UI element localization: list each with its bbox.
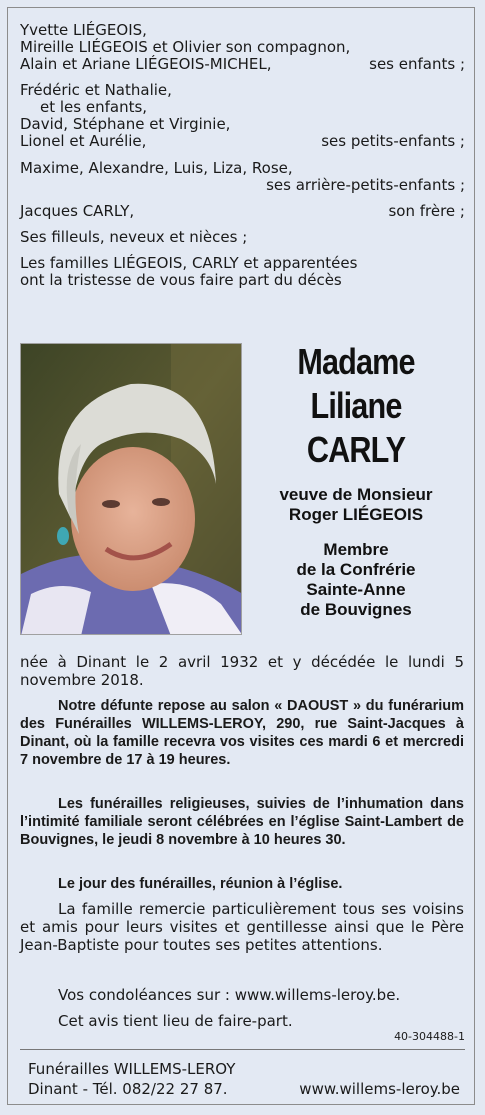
family-name: Les familles LIÉGEOIS, CARLY et apparentées [20,254,358,272]
family-line [20,133,465,149]
family-name: et les enfants, [40,98,148,116]
funeral-company: Funérailles WILLEMS-LEROY [28,1060,236,1078]
title-madame: Madame [297,341,415,382]
meeting-info: Le jour des funérailles, réunion à l’église. [58,876,343,892]
notice-text: Cet avis tient lieu de faire-part. [58,1012,293,1030]
family-name: Alain et Ariane LIÉGEOIS-MICHEL, [20,55,272,73]
family-name: Yvette LIÉGEOIS, [20,21,147,39]
family-name: Lionel et Aurélie, [20,132,147,150]
company-website[interactable]: www.willems-leroy.be [299,1080,460,1098]
family-name: Frédéric et Nathalie, [20,81,172,99]
family-line [40,99,465,115]
first-name: Liliane [310,385,402,426]
family-line [20,272,465,288]
company-phone: Dinant - Tél. 082/22 27 87. [28,1080,228,1098]
membership [248,540,464,620]
last-name: CARLY [306,429,406,470]
family-name: Mireille LIÉGEOIS et Olivier son compagnon, [20,38,351,56]
membership-line: de la Confrérie [296,560,416,579]
relation-label: ses petits-enfants ; [321,132,465,150]
relation-label: son frère ; [388,202,465,220]
membership-line: Sainte-Anne [306,580,406,599]
condolences-text: Vos condoléances sur : www.willems-leroy.be. [58,986,401,1004]
family-name: Ses filleuls, neveux et nièces ; [20,228,248,246]
widow-line: veuve de Monsieur [279,485,433,504]
salon-info: Notre défunte repose au salon « DAOUST » du funérarium des Funérailles WILLEMS-LEROY, 290, rue Saint-Jacques à Dinant, où la famille recevra vos visites ces mardi 6 et mercredi 7 novembre de 17 à 19 heures. [20,698,464,768]
family-name: Jacques CARLY, [20,202,135,220]
family-name: Maxime, Alexandre, Luis, Liza, Rose, [20,159,293,177]
family-line [20,203,465,219]
family-line [20,116,465,132]
widow-of [248,485,464,525]
funeral-info: Les funérailles religieuses, suivies de l’inhumation dans l’intimité familiale seront célébrées en l’église Saint-Lambert de Bouvignes, le jeudi 8 novembre à 10 heures 30. [20,796,464,848]
husband-name: Roger LIÉGEOIS [288,505,424,524]
relation-label: ses arrière-petits-enfants ; [266,176,465,194]
family-name: ont la tristesse de vous faire part du décès [20,271,342,289]
family-line [20,160,465,176]
portrait-photo [20,343,242,635]
family-line [20,82,465,98]
reference-number: 40-304488-1 [394,1030,465,1043]
footer-divider [20,1049,465,1050]
relation-label: ses enfants ; [369,55,465,73]
birth-death-info: née à Dinant le 2 avril 1932 et y décédée le lundi 5 novembre 2018. [20,653,464,689]
thanks-text: La famille remercie particulièrement tous ses voisins et amis pour leurs visites et gentillesse ainsi que le Père Jean-Baptiste pour toutes ses petites attentions. [20,900,464,954]
membership-line: de Bouvignes [300,600,412,619]
family-name: David, Stéphane et Virginie, [20,115,231,133]
family-line [20,229,465,245]
family-line [20,39,465,55]
membership-line: Membre [323,540,389,559]
deceased-name [248,340,464,472]
family-line [20,22,465,38]
family-line [20,255,465,271]
family-line [20,56,465,72]
